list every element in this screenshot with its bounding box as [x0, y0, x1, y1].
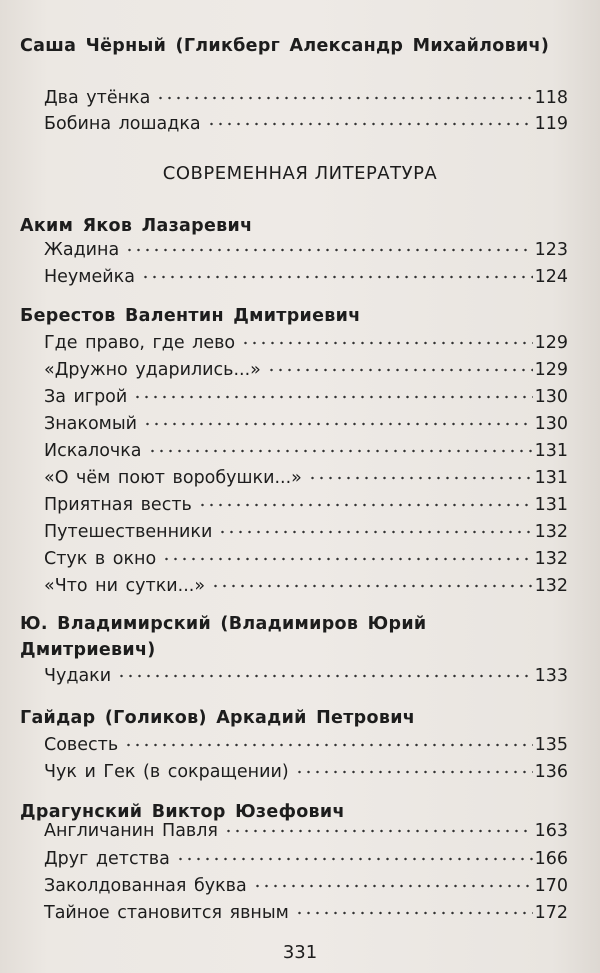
entry-title: Жадина — [44, 240, 120, 260]
entry-page: 131 — [534, 495, 568, 515]
author-heading: Ю. Владимирский (Владимиров Юрий Дмитриевич) — [20, 614, 427, 660]
entry-page: 132 — [534, 522, 568, 542]
entry-page: 135 — [534, 735, 568, 755]
dot-leader — [253, 881, 533, 891]
entry-title: Стук в окно — [44, 549, 157, 569]
entry-page: 132 — [534, 576, 568, 596]
entry-title: Неумейка — [44, 267, 135, 287]
toc-entry — [44, 818, 568, 844]
entry-page: 123 — [534, 240, 568, 260]
entry-title: За игрой — [44, 387, 128, 407]
entry-page: 170 — [534, 876, 568, 896]
dot-leader — [133, 392, 532, 402]
dot-leader — [176, 854, 533, 864]
dot-leader — [162, 554, 532, 564]
dot-leader — [156, 93, 532, 103]
entry-title: Англичанин Павля — [44, 821, 218, 841]
toc-entry — [44, 237, 568, 263]
dot-leader — [218, 527, 532, 537]
toc-entry — [44, 519, 568, 545]
dot-leader — [125, 245, 532, 255]
entry-title: Два утёнка — [44, 88, 151, 108]
toc-entry — [44, 546, 568, 572]
page-number: 331 — [282, 942, 318, 963]
author-heading: Гайдар (Голиков) Аркадий Петрович — [20, 708, 416, 728]
dot-leader — [295, 767, 533, 777]
toc-entry — [44, 732, 568, 758]
dot-leader — [117, 671, 532, 681]
entry-title: Чудаки — [44, 666, 112, 686]
entry-title: Где право, где лево — [44, 333, 236, 353]
toc-entry — [44, 573, 568, 599]
entry-title: Друг детства — [44, 849, 170, 869]
entry-page: 129 — [534, 360, 568, 380]
entry-page: 130 — [534, 414, 568, 434]
entry-page: 166 — [534, 849, 568, 869]
entry-page: 124 — [534, 267, 568, 287]
dot-leader — [224, 826, 533, 836]
entry-page: 119 — [534, 114, 568, 134]
entry-page: 118 — [534, 88, 568, 108]
dot-leader — [198, 500, 533, 510]
entry-title: Бобина лошадка — [44, 114, 201, 134]
dot-leader — [207, 119, 533, 129]
entry-title: «Дружно ударились...» — [44, 360, 261, 380]
dot-leader — [211, 581, 533, 591]
toc-entry — [44, 330, 568, 356]
entry-title: Совесть — [44, 735, 119, 755]
entry-page: 172 — [534, 903, 568, 923]
dot-leader — [124, 740, 532, 750]
toc-entry — [44, 111, 568, 137]
toc-entry — [44, 663, 568, 689]
toc-entry — [44, 438, 568, 464]
author-heading: Драгунский Виктор Юзефович — [20, 802, 345, 822]
toc-entry — [44, 465, 568, 491]
entry-title: Путешественники — [44, 522, 213, 542]
dot-leader — [295, 908, 533, 918]
entry-page: 129 — [534, 333, 568, 353]
entry-title: Заколдованная буква — [44, 876, 247, 896]
toc-entry — [44, 357, 568, 383]
entry-title: Тайное становится явным — [44, 903, 289, 923]
entry-title: Приятная весть — [44, 495, 192, 515]
section-heading: СОВРЕМЕННАЯ ЛИТЕРАТУРА — [162, 163, 438, 184]
entry-page: 136 — [534, 762, 568, 782]
dot-leader — [141, 272, 533, 282]
toc-entry — [44, 264, 568, 290]
entry-title: «Что ни сутки...» — [44, 576, 206, 596]
dot-leader — [308, 473, 533, 483]
entry-title: Чук и Гек (в сокращении) — [44, 762, 289, 782]
toc-entry — [44, 873, 568, 899]
entry-page: 132 — [534, 549, 568, 569]
toc-entry — [44, 384, 568, 410]
entry-page: 133 — [534, 666, 568, 686]
author-heading: Саша Чёрный (Гликберг Александр Михайлович) — [20, 36, 550, 56]
dot-leader — [241, 338, 532, 348]
toc-entry — [44, 492, 568, 518]
entry-page: 163 — [534, 821, 568, 841]
dot-leader — [148, 446, 533, 456]
entry-title: Искалочка — [44, 441, 142, 461]
toc-entry — [44, 759, 568, 785]
entry-page: 131 — [534, 468, 568, 488]
entry-title: Знакомый — [44, 414, 138, 434]
dot-leader — [267, 365, 533, 375]
entry-title: «О чём поют воробушки...» — [44, 468, 302, 488]
toc-entry — [44, 846, 568, 872]
toc-entry — [44, 411, 568, 437]
dot-leader — [143, 419, 533, 429]
entry-page: 130 — [534, 387, 568, 407]
author-heading: Берестов Валентин Дмитриевич — [20, 306, 361, 326]
entry-page: 131 — [534, 441, 568, 461]
toc-entry — [44, 85, 568, 111]
author-heading: Аким Яков Лазаревич — [20, 216, 253, 236]
toc-entry — [44, 900, 568, 926]
